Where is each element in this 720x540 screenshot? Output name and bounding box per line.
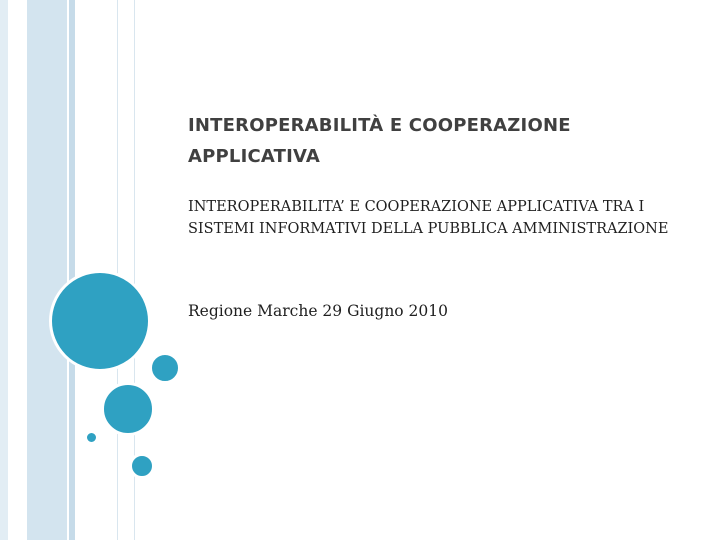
slide-subtitle-line2: SISTEMI INFORMATIVI DELLA PUBBLICA AMMINISTRAZIONE (188, 221, 669, 237)
decor-vertical-rule (117, 0, 118, 540)
decor-circle-tiny (85, 431, 98, 444)
decor-circle-large (49, 270, 151, 372)
decor-circle-small (129, 453, 155, 479)
slide-title-line1: INTEROPERABILITÀ E COOPERAZIONE (188, 115, 571, 136)
decor-circle-small (149, 352, 181, 384)
slide-date-location: Regione Marche 29 Giugno 2010 (188, 302, 449, 320)
decor-band-outer (0, 0, 8, 540)
decor-band-main (27, 0, 67, 540)
slide-title-line2: APPLICATIVA (188, 146, 321, 167)
decor-circle-medium (101, 382, 155, 436)
slide-subtitle-line1: INTEROPERABILITA’ E COOPERAZIONE APPLICATIVA TRA I (188, 199, 645, 215)
slide-subtitle (188, 196, 708, 240)
slide-title (188, 110, 688, 172)
decor-band-strip (69, 0, 75, 540)
